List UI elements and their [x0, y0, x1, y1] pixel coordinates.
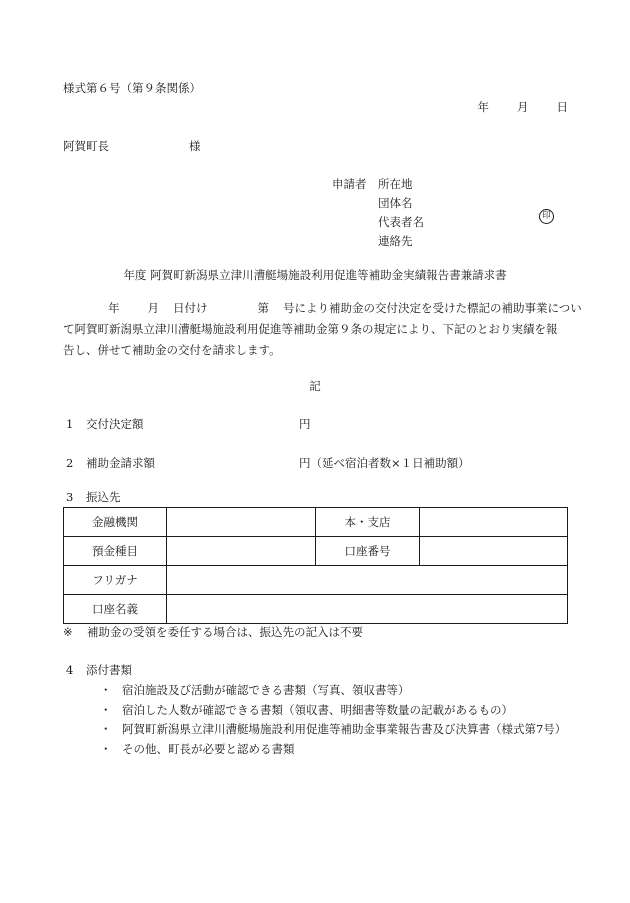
body-dai: 第 [257, 301, 269, 315]
attachments-heading [66, 662, 132, 678]
item-value: 円（延べ宿泊者数×１日補助額） [299, 456, 470, 470]
body-month: 月 [147, 301, 159, 315]
table-row [64, 537, 568, 566]
ki-heading: 記 [309, 379, 321, 393]
table-row [64, 566, 568, 595]
item-value: 円 [299, 417, 311, 431]
addressee-name: 阿賀町長 [63, 139, 109, 153]
addressee [63, 138, 201, 154]
body-line3: 告し、併せて補助金の交付を請求します。 [63, 343, 281, 357]
applicant-field-address: 所在地 [378, 177, 413, 191]
date-year: 年 [477, 100, 489, 114]
bank-label-cell: 金融機関 [64, 508, 167, 537]
body-line1-rest: 号により補助金の交付決定を受けた標記の補助事業につい [283, 301, 582, 315]
table-row [64, 595, 568, 624]
attachments-number: 4 [66, 663, 74, 677]
transfer-note [63, 624, 363, 640]
bank-transfer-table [63, 507, 568, 624]
addressee-honorific: 様 [189, 139, 201, 153]
note-mark: ※ [63, 625, 73, 639]
transfer-number: 3 [66, 490, 74, 504]
transfer-heading-text: 振込先 [86, 490, 121, 504]
transfer-heading [66, 489, 121, 505]
branch-label-cell: 本・支店 [316, 508, 420, 537]
list-item-text: 宿泊施設及び活動が確認できる書類（写真、領収書等） [122, 683, 410, 697]
body-day: 日付け [173, 301, 208, 315]
table-row [64, 508, 568, 537]
furigana-input-cell[interactable] [167, 566, 568, 595]
branch-input-cell[interactable] [420, 508, 568, 537]
applicant-field-organization: 団体名 [378, 196, 413, 210]
applicant-block [332, 175, 424, 251]
list-item [100, 681, 566, 701]
attachments-list [100, 681, 566, 759]
item-label: 補助金請求額 [86, 456, 155, 470]
furigana-label-cell: フリガナ [64, 566, 167, 595]
item-grant-request [66, 455, 470, 471]
document-title: 年度 阿賀町新潟県立津川漕艇場施設利用促進等補助金実績報告書兼請求書 [123, 268, 507, 282]
bank-input-cell[interactable] [167, 508, 316, 537]
list-item [100, 701, 566, 721]
account-number-input-cell[interactable] [420, 537, 568, 566]
list-item-text: 宿泊した人数が確認できる書類（領収書、明細書等数量の記載があるもの） [122, 702, 513, 717]
item-grant-decision [66, 416, 311, 432]
item-label: 交付決定額 [86, 417, 144, 431]
date-day: 日 [556, 100, 568, 114]
bullet-mark: ・ [100, 702, 112, 717]
date-line [478, 99, 569, 115]
seal-mark: 印 [539, 209, 554, 224]
item-number: 2 [66, 456, 74, 470]
bullet-mark: ・ [100, 722, 112, 736]
body-paragraph [63, 298, 582, 361]
account-name-label-cell: 口座名義 [64, 595, 167, 624]
bullet-mark: ・ [100, 683, 112, 697]
note-text: 補助金の受領を委任する場合は、振込先の記入は不要 [87, 625, 363, 639]
account-number-label-cell: 口座番号 [316, 537, 420, 566]
list-item [100, 740, 566, 760]
body-line2: て阿賀町新潟県立津川漕艇場施設利用促進等補助金第９条の規定により、下記のとおり実績を報 [63, 322, 558, 336]
applicant-field-contact: 連絡先 [378, 234, 413, 248]
list-item [100, 720, 566, 740]
attachments-heading-text: 添付書類 [86, 663, 132, 677]
form-number: 様式第６号（第９条関係） [63, 81, 201, 95]
list-item-text: その他、町長が必要と認める書類 [122, 741, 295, 756]
deposit-type-input-cell[interactable] [167, 537, 316, 566]
account-name-input-cell[interactable] [167, 595, 568, 624]
list-item-text: 阿賀町新潟県立津川漕艇場施設利用促進等補助金事業報告書及び決算書（様式第7号） [122, 722, 567, 736]
deposit-type-label-cell: 預金種目 [64, 537, 167, 566]
body-year: 年 [108, 301, 120, 315]
applicant-label: 申請者 [332, 177, 367, 191]
date-month: 月 [517, 100, 529, 114]
bullet-mark: ・ [100, 741, 112, 756]
item-number: 1 [66, 417, 74, 431]
applicant-field-representative: 代表者名 [378, 215, 424, 229]
